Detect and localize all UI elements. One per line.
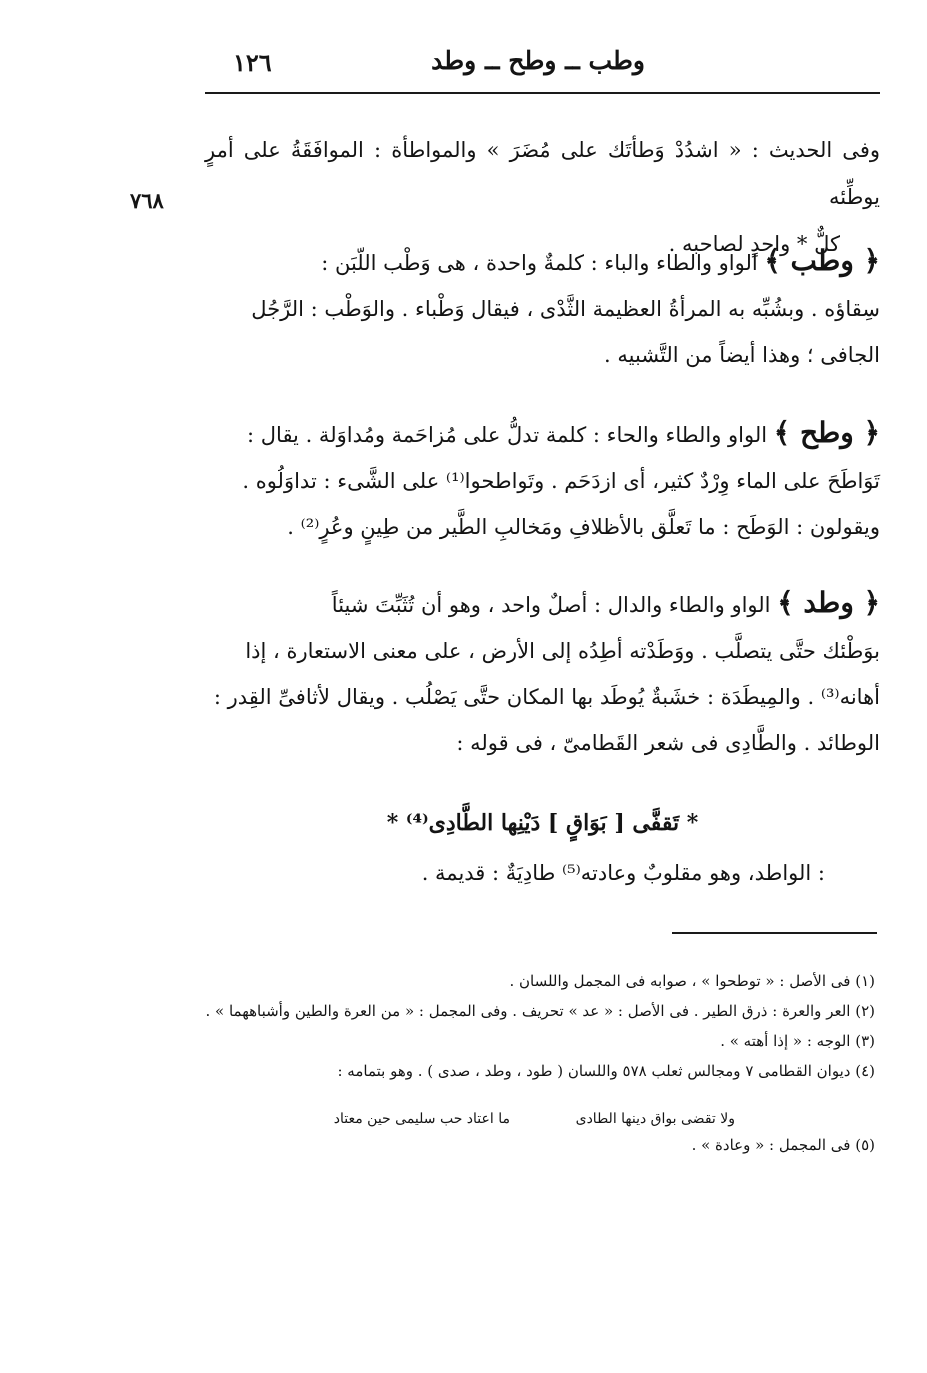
entry-line xyxy=(205,238,880,286)
footnote: (٤) ديوان القطامى ٧ ومجالس ثعلب ٥٧٨ واللسان ( طود ، وطد ، صدى ) . وهو بتمامه : xyxy=(337,1062,875,1080)
page-number: ١٢٦ xyxy=(233,48,272,77)
headword: ﴿ وطح ﴾ xyxy=(773,416,880,449)
verse-explanation: : الواطد، وهو مقلوبٌ وعادته⁽⁵⁾ طادِيَةٌ : قديمة . xyxy=(421,861,825,885)
intro-line: كلٌّ * واحدٍ لصاحبه . xyxy=(668,232,840,256)
footnotes xyxy=(205,966,875,1160)
footnote-divider xyxy=(672,932,877,934)
headword: ﴿ وطب ﴾ xyxy=(764,244,880,277)
entry-line: الوطائد . والطَّادِى فى شعر القَطامىّ ، فى قوله : xyxy=(456,731,880,755)
footnote: (٥) فى المجمل : « وعادة » . xyxy=(691,1136,875,1154)
entry-watb xyxy=(205,238,880,378)
running-header xyxy=(205,44,880,84)
entry-line xyxy=(205,410,880,458)
footnote-verse xyxy=(205,1086,875,1130)
poetry-verse: * تَقفَّى [ بَوَاقٍ ] دَيْنِها الطَّادِى⁽⁴⁾ * xyxy=(386,810,699,836)
entry-watah xyxy=(205,410,880,550)
footnote-verse-second-hemistich: ولا تقضى بواق دينها الطادى xyxy=(575,1111,735,1127)
entry-watad xyxy=(205,580,880,766)
entry-line: سِقاؤه . وبشُبِّه به المرأةُ العظيمة الثَّدْى ، فيقال وَطْباء . والوَطْب : الرَّجُل xyxy=(251,297,880,321)
footnote: (٣) الوجه : « إذا أهته » . xyxy=(720,1032,875,1050)
entry-line: أهانه⁽³⁾ . والمِيطَدَة : خشَبةٌ يُوطَد بها المكان حتَّى يَصْلُب . ويقال لأثافىِّ القِدر : xyxy=(213,685,880,709)
header-divider xyxy=(205,92,880,94)
entry-text: الواو والطاء والدال : أصلٌ واحد ، وهو أن تُثَبِّتَ شيئاً xyxy=(331,593,771,617)
running-title: وطب ــ وطح ــ وطد xyxy=(431,46,645,75)
entry-line xyxy=(205,580,880,628)
entry-line: تَوَاطَحَ على الماء وِرْدٌ كثير، أى ازدَحَم . وتَواطحوا⁽¹⁾ على الشَّىء : تداوَلُوه . xyxy=(242,469,880,493)
entry-line: ويقولون : الوَطَح : ما تَعلَّق بالأظلافِ ومَخالبِ الطَّير من طِينٍ وعُرٍ⁽²⁾ . xyxy=(287,515,880,539)
headword: ﴿ وطد ﴾ xyxy=(777,586,880,619)
footnote-verse-first-hemistich: ما اعتاد حب سليمى حين معتاد xyxy=(333,1111,510,1127)
margin-reference-number: ٧٦٨ xyxy=(130,188,164,213)
footnote: (١) فى الأصل : « توطحوا » ، صوابه فى المجمل واللسان . xyxy=(509,972,875,990)
entry-text: الواو والطاء والباء : كلمةٌ واحدة ، هى وَطْب اللّبَن : xyxy=(321,251,758,275)
footnote: (٢) العر والعرة : ذرق الطير . فى الأصل : « عد » تحريف . وفى المجمل : « من العرة والطين وأشباههما » . xyxy=(205,1002,875,1020)
intro-line: وفى الحديث : « اشدُدْ وَطأتَك على مُضَرَ » والمواطأة : الموافَقَةُ على أمرٍ يوطِّئه xyxy=(205,138,880,209)
entry-line: الجافى ؛ وهذا أيضاً من التَّشبيه . xyxy=(604,343,880,367)
entry-text: الواو والطاء والحاء : كلمة تدلُّ على مُزاحَمة ومُداوَلة . يقال : xyxy=(247,423,768,447)
entry-line: بوَطْئك حتَّى يتصلَّب . ووَطَدْته أطِدُه إلى الأرض ، على معنى الاستعارة ، إذا xyxy=(245,639,880,663)
